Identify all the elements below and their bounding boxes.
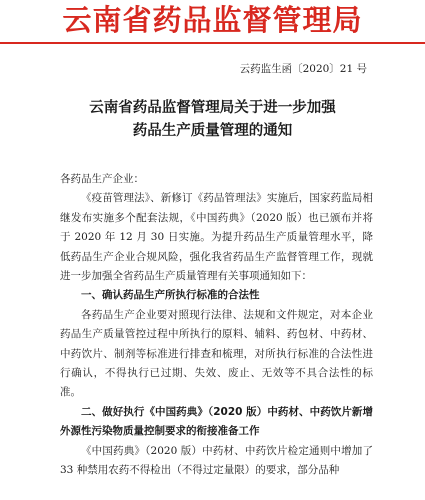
masthead-rule (0, 42, 425, 44)
salutation: 各药品生产企业： (60, 173, 144, 185)
title-line-1: 云南省药品监督管理局关于进一步加强 (89, 99, 336, 116)
section-2-paragraph: 《中国药典》（2020 版）中药材、中药饮片检定通则中增加了 33 种禁用农药不得检出（不得过定量限）的要求，部分品种 (60, 444, 373, 477)
section-1-paragraph: 各药品生产企业要对照现行法律、法规和文件规定，对本企业药品生产质量管控过程中所执行的原料、辅料、药包材、中药材、中药饮片、制剂等标准进行排查和梳理，对所执行标准的合法性进行确认，不得执行已过期、失效、废止、无效等不具合法性的标准。 (60, 308, 373, 399)
document-title (0, 96, 425, 142)
document-number: 云药监生函〔2020〕21 号 (239, 63, 367, 75)
document-body (60, 170, 373, 481)
section-1-heading: 一、确认药品生产所执行标准的合法性 (81, 289, 260, 302)
section-2-heading: 二、做好执行《中国药典》（2020 版）中药材、中药饮片新增外源性污染物质量控制要求的衔接准备工作 (60, 405, 373, 438)
intro-paragraph: 《疫苗管理法》、新修订《药品管理法》实施后，国家药监局相继发布实施多个配套法规，《中国药典》（2020 版）也已颁布并将于 2020 年 12 月 30 日实施。为提升药品生产质量管理水平，降低药品生产企业合规风险，强化我省药品生产监督管理工作，现就进一步加强全省药品生产质量管理有关事项通知如下： (60, 192, 373, 283)
masthead-title: 云南省药品监督管理局 (62, 3, 363, 37)
title-line-2: 药品生产质量管理的通知 (132, 122, 293, 139)
